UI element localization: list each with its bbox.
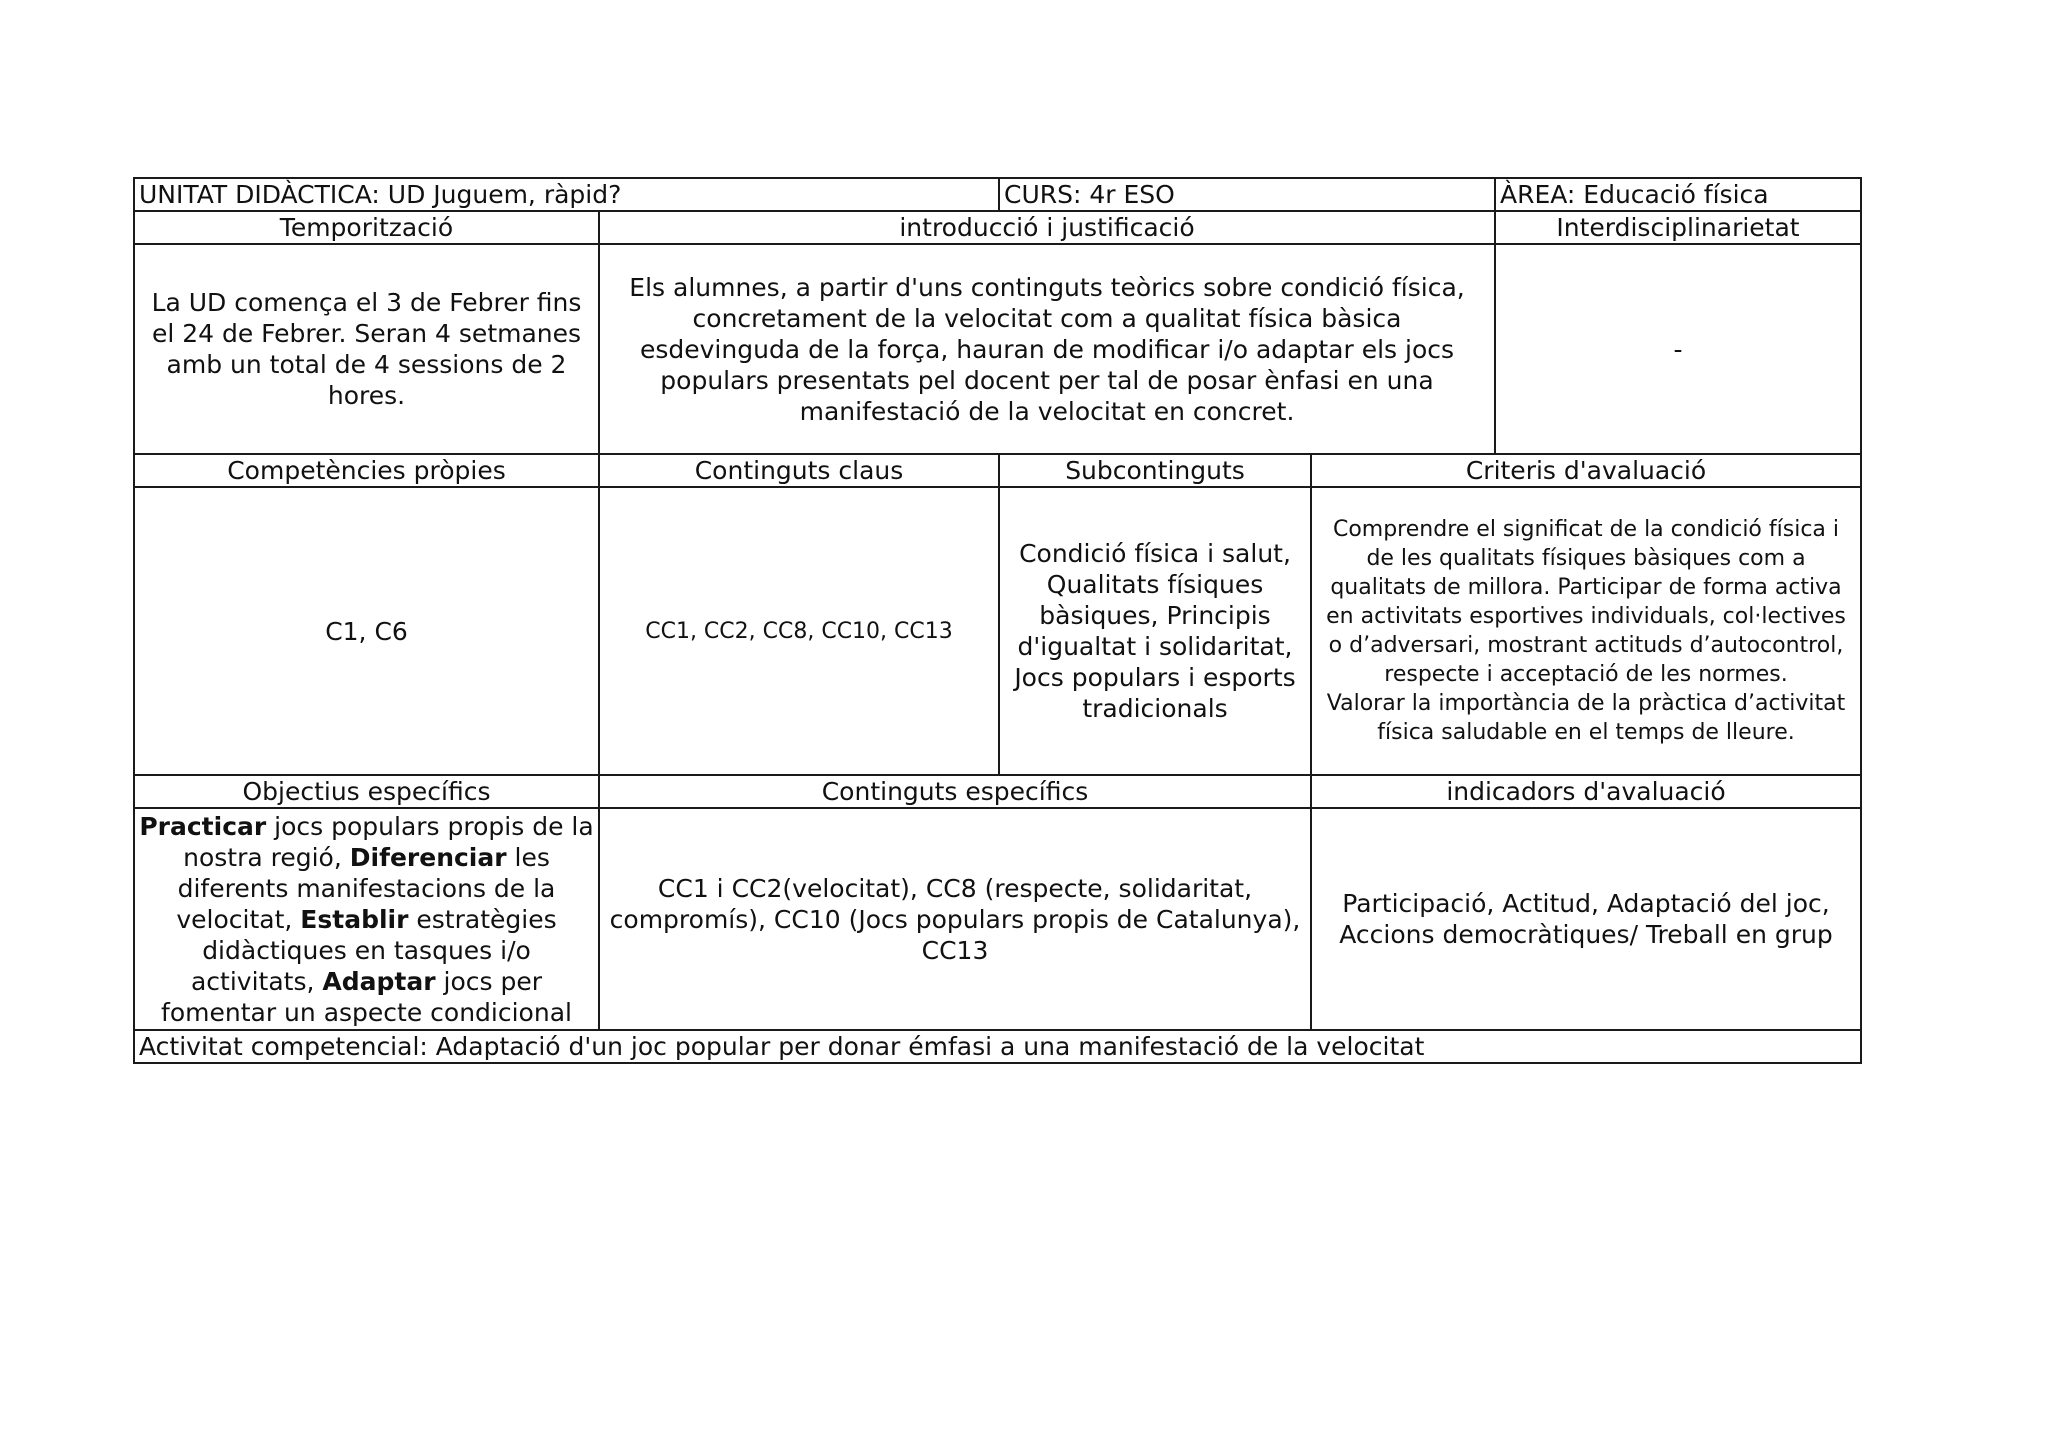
title-row xyxy=(134,178,1861,211)
area-cell: ÀREA: Educació física xyxy=(1495,178,1861,211)
objectius-text-2: les diferents manifestacions de la velocitat, xyxy=(176,842,556,934)
objectius-text-1: jocs populars propis de la nostra regió, xyxy=(183,811,594,872)
continguts-claus-cell: CC1, CC2, CC8, CC10, CC13 xyxy=(599,487,999,775)
section1-content-row xyxy=(134,244,1861,454)
header-continguts-especifics: Continguts específics xyxy=(599,775,1311,808)
header-continguts-claus: Continguts claus xyxy=(599,454,999,487)
criteris-paragraph-1: Comprendre el significat de la condició física i de les qualitats físiques bàsiques com a qualitats de millora. Participar de forma activa en activitats esportives individuals, col·lectives o d’adversari, mostrant actituds d’autocontrol, respecte i acceptació de les normes. xyxy=(1326,517,1846,687)
unit-plan-sheet xyxy=(133,177,1860,1064)
interdisciplinarietat-cell: - xyxy=(1495,244,1861,454)
header-competencies: Competències pròpies xyxy=(134,454,599,487)
unit-plan-table xyxy=(133,177,1862,1064)
indicadors-cell: Participació, Actitud, Adaptació del joc, Accions democràtiques/ Treball en grup xyxy=(1311,808,1861,1030)
criteris-cell xyxy=(1311,487,1861,775)
competencies-cell: C1, C6 xyxy=(134,487,599,775)
criteris-paragraph-2: Valorar la importància de la pràctica d’activitat física saludable en el temps de lleure. xyxy=(1326,691,1846,745)
unit-title-cell: UNITAT DIDÀCTICA: UD Juguem, ràpid? xyxy=(134,178,999,211)
objectius-text-3: estratègies didàctiques en tasques i/o activitats, xyxy=(190,904,557,996)
course-cell: CURS: 4r ESO xyxy=(999,178,1495,211)
activitat-row xyxy=(134,1030,1861,1063)
header-interdisciplinarietat: Interdisciplinarietat xyxy=(1495,211,1861,244)
introduccio-cell: Els alumnes, a partir d'uns continguts teòrics sobre condició física, concretament de la velocitat com a qualitat física bàsica esdevinguda de la força, hauran de modificar i/o adaptar els jocs populars presentats pel docent per tal de posar ènfasi en una manifestació de la velocitat en concret. xyxy=(599,244,1495,454)
header-subcontinguts: Subcontinguts xyxy=(999,454,1311,487)
objectius-text-4: jocs per fomentar un aspecte condicional xyxy=(161,966,572,1027)
verb-practicar: Practicar xyxy=(139,811,267,841)
header-introduccio: introducció i justificació xyxy=(599,211,1495,244)
verb-establir: Establir xyxy=(300,904,409,934)
verb-diferenciar: Diferenciar xyxy=(349,842,507,872)
subcontinguts-cell: Condició física i salut, Qualitats físiques bàsiques, Principis d'igualtat i solidaritat, Jocs populars i esports tradicionals xyxy=(999,487,1311,775)
header-criteris: Criteris d'avaluació xyxy=(1311,454,1861,487)
section3-content-row xyxy=(134,808,1861,1030)
section1-header-row xyxy=(134,211,1861,244)
temporitzacio-cell: La UD comença el 3 de Febrer fins el 24 de Febrer. Seran 4 setmanes amb un total de 4 sessions de 2 hores. xyxy=(134,244,599,454)
verb-adaptar: Adaptar xyxy=(322,966,436,996)
header-temporitzacio: Temporització xyxy=(134,211,599,244)
section2-content-row xyxy=(134,487,1861,775)
header-indicadors: indicadors d'avaluació xyxy=(1311,775,1861,808)
section3-header-row xyxy=(134,775,1861,808)
activitat-cell: Activitat competencial: Adaptació d'un joc popular per donar émfasi a una manifestació de la velocitat xyxy=(134,1030,1861,1063)
header-objectius: Objectius específics xyxy=(134,775,599,808)
continguts-especifics-cell: CC1 i CC2(velocitat), CC8 (respecte, solidaritat, compromís), CC10 (Jocs populars propis de Catalunya), CC13 xyxy=(599,808,1311,1030)
section2-header-row xyxy=(134,454,1861,487)
objectius-cell xyxy=(134,808,599,1030)
